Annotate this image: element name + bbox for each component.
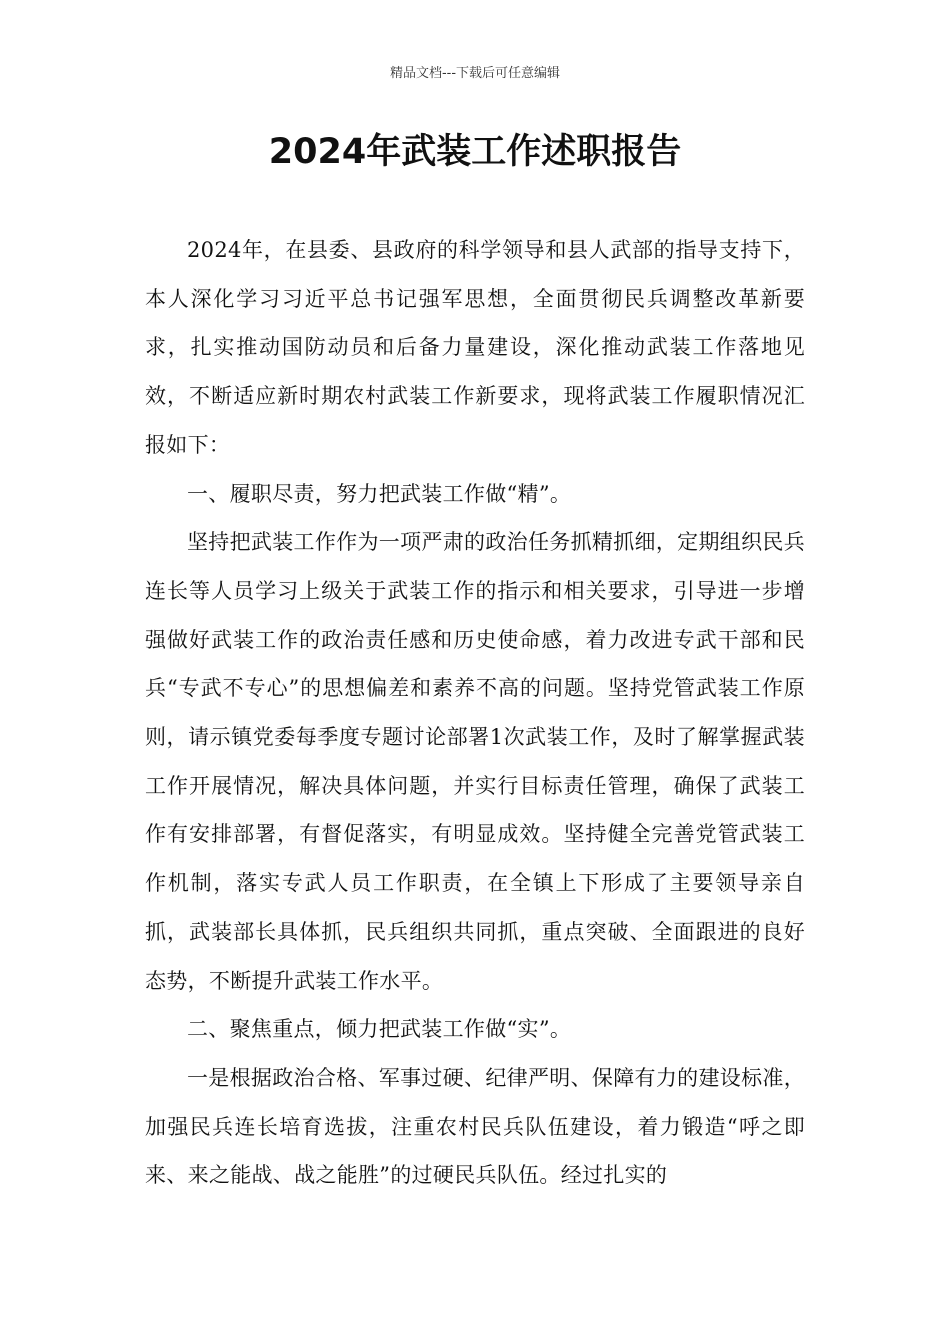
section-1-paragraph: 坚持把武装工作作为一项严肃的政治任务抓精抓细，定期组织民兵连长等人员学习上级关于武装工作的指示和相关要求，引导进一步增强做好武装工作的政治责任感和历史使命感，着力改进专武干部和民兵“专武不专心”的思想偏差和素养不高的问题。坚持党管武装工作原则，请示镇党委每季度专题讨论部署1次武装工作，及时了解掌握武装工作开展情况，解决具体问题，并实行目标责任管理，确保了武装工作有安排部署，有督促落实，有明显成效。坚持健全完善党管武装工作机制，落实专武人员工作职责，在全镇上下形成了主要领导亲自抓，武装部长具体抓，民兵组织共同抓，重点突破、全面跟进的良好态势，不断提升武装工作水平。 <box>145 530 805 993</box>
section-2-paragraph: 一是根据政治合格、军事过硬、纪律严明、保障有力的建设标准，加强民兵连长培育选拔，注重农村民兵队伍建设，着力锻造“呼之即来、来之能战、战之能胜”的过硬民兵队伍。经过扎实的 <box>145 1065 805 1188</box>
intro-paragraph: 2024年，在县委、县政府的科学领导和县人武部的指导支持下，本人深化学习习近平总书记强军思想，全面贯彻民兵调整改革新要求，扎实推动国防动员和后备力量建设，深化推动武装工作落地见效，不断适应新时期农村武装工作新要求，现将武装工作履职情况汇报如下： <box>145 238 805 457</box>
document-title: 2024年武装工作述职报告 <box>268 132 682 172</box>
document-body <box>145 226 805 1200</box>
section-heading-2: 二、聚焦重点，倾力把武装工作做“实”。 <box>187 1017 572 1042</box>
section-heading-1: 一、履职尽责，努力把武装工作做“精”。 <box>187 481 572 506</box>
running-header: 精品文档---下载后可任意编辑 <box>389 66 561 81</box>
